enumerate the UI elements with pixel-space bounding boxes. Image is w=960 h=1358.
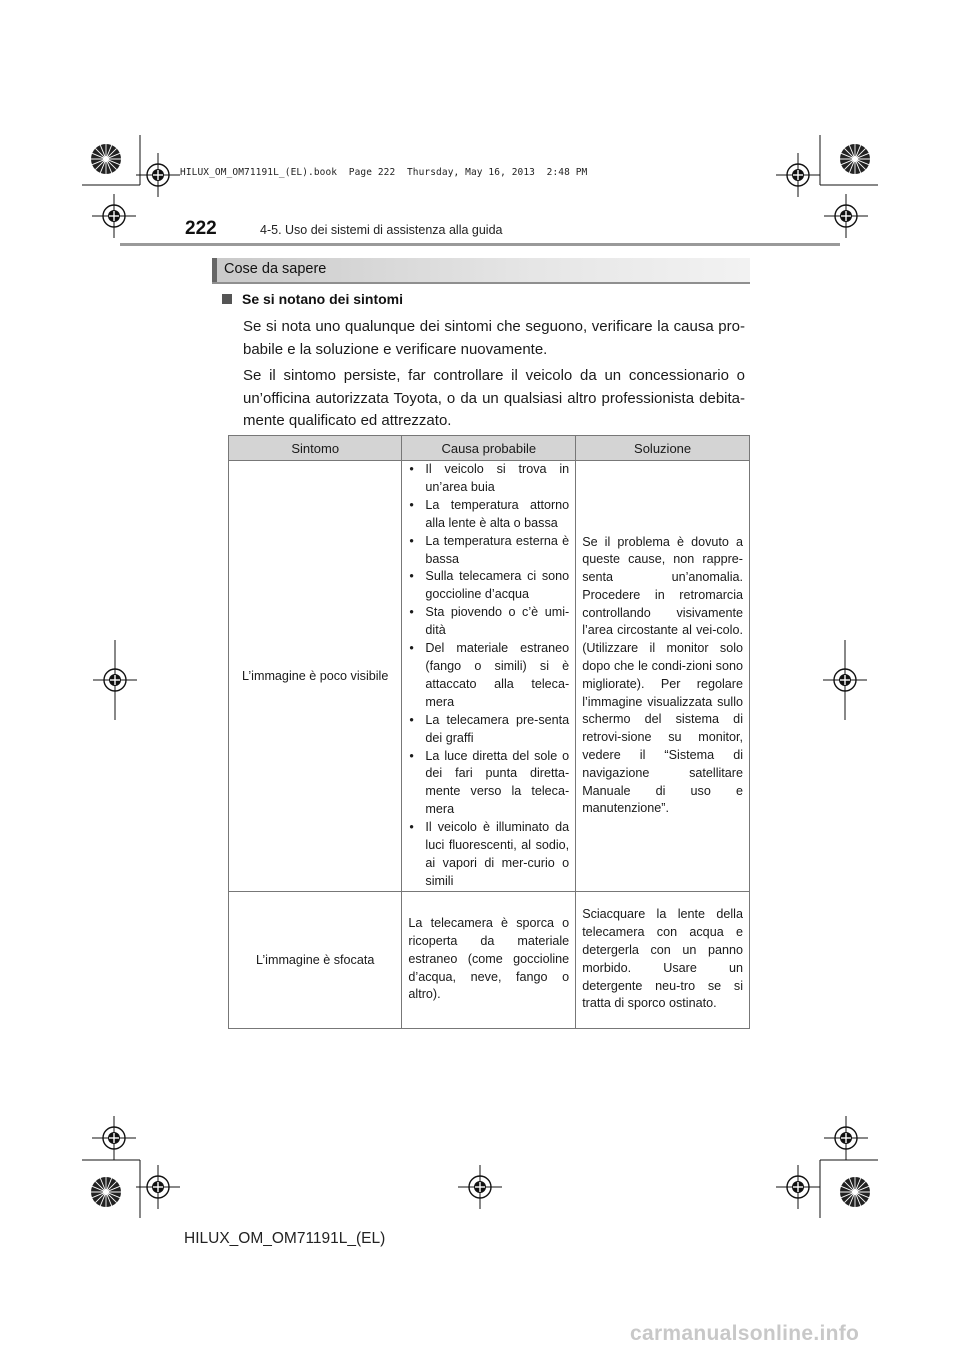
cause-list (408, 461, 569, 891)
solution-cell: Sciacquare la lente della telecamera con acqua e detergerla con un panno morbido. Usare un detergente neu-tro se si tratta di sporco ostinato. (576, 891, 750, 1028)
list-item: • La luce diretta del sole o dei fari punta diretta-mente verso la teleca-mera (408, 748, 569, 820)
info-box-header (212, 258, 750, 284)
list-item: • Il veicolo si trova in un’area buia (408, 461, 569, 497)
list-item: • Il veicolo è illuminato da luci fluorescenti, al sodio, ai vapori di mer-curio o simili (408, 819, 569, 891)
list-item: • La temperatura attorno alla lente è alta o bassa (408, 497, 569, 533)
intro-paragraph: Se si nota uno qualunque dei sintomi che seguono, verificare la causa pro-babile e la soluzione e verificare nuovamente. (243, 318, 745, 358)
column-header-cause: Causa probabile (402, 436, 576, 461)
list-item: • La temperatura esterna è bassa (408, 533, 569, 569)
page-number: 222 (185, 218, 217, 239)
site-watermark: carmanualsonline.info (630, 1322, 860, 1345)
document-footer: HILUX_OM_OM71191L_(EL) (184, 1230, 386, 1247)
solution-cell: Se il problema è dovuto a queste cause, non rappre-senta un’anomalia. Procedere in retromarcia controllando visivamente l’area circostante al vei-colo. (Utilizzare il monitor solo dopo che le condi-zioni sono migliorate). Per regolare l’immagine visualizzata sullo schermo del sistema di retrovi-sione su monitor, vedere il “Sistema di navigazione satellitare Manuale di uso e manutenzione”. (576, 461, 750, 892)
cause-cell: La telecamera è sporca o ricoperta da materiale estraneo (come goccioline d’acqua, neve, fango o altro). (402, 891, 576, 1028)
list-item: • Del materiale estraneo (fango o simili) si è attaccato alla teleca-mera (408, 640, 569, 712)
cause-cell (402, 461, 576, 892)
header-divider (120, 243, 840, 246)
symptom-cell: L’immagine è poco visibile (229, 461, 402, 892)
table-header-row (229, 436, 750, 461)
table-row (229, 461, 750, 892)
troubleshooting-table (228, 435, 750, 1029)
square-bullet-icon (222, 294, 232, 304)
subsection-heading (222, 291, 403, 307)
list-item: • Sulla telecamera ci sono goccioline d’acqua (408, 568, 569, 604)
column-header-symptom: Sintomo (229, 436, 402, 461)
table-row (229, 891, 750, 1028)
section-title: 4-5. Uso dei sistemi di assistenza alla guida (260, 223, 503, 237)
column-header-solution: Soluzione (576, 436, 750, 461)
list-item: • Sta piovendo o c’è umi-dità (408, 604, 569, 640)
subsection-heading-text: Se si notano dei sintomi (242, 291, 404, 307)
book-file-stamp: HILUX_OM_OM71191L_(EL).book Page 222 Thursday, May 16, 2013 2:48 PM (180, 167, 588, 178)
info-box-title: Cose da sapere (224, 261, 327, 277)
advice-paragraph: Se il sintomo persiste, far controllare il veicolo da un concessionario o un’officina autorizzata Toyota, o da un qualsiasi altro professionista debita-mente qualificato ed attrezzato. (243, 367, 745, 429)
box-header-accent (212, 258, 217, 282)
list-item: • La telecamera pre-senta dei graffi (408, 712, 569, 748)
symptom-cell: L’immagine è sfocata (229, 891, 402, 1028)
